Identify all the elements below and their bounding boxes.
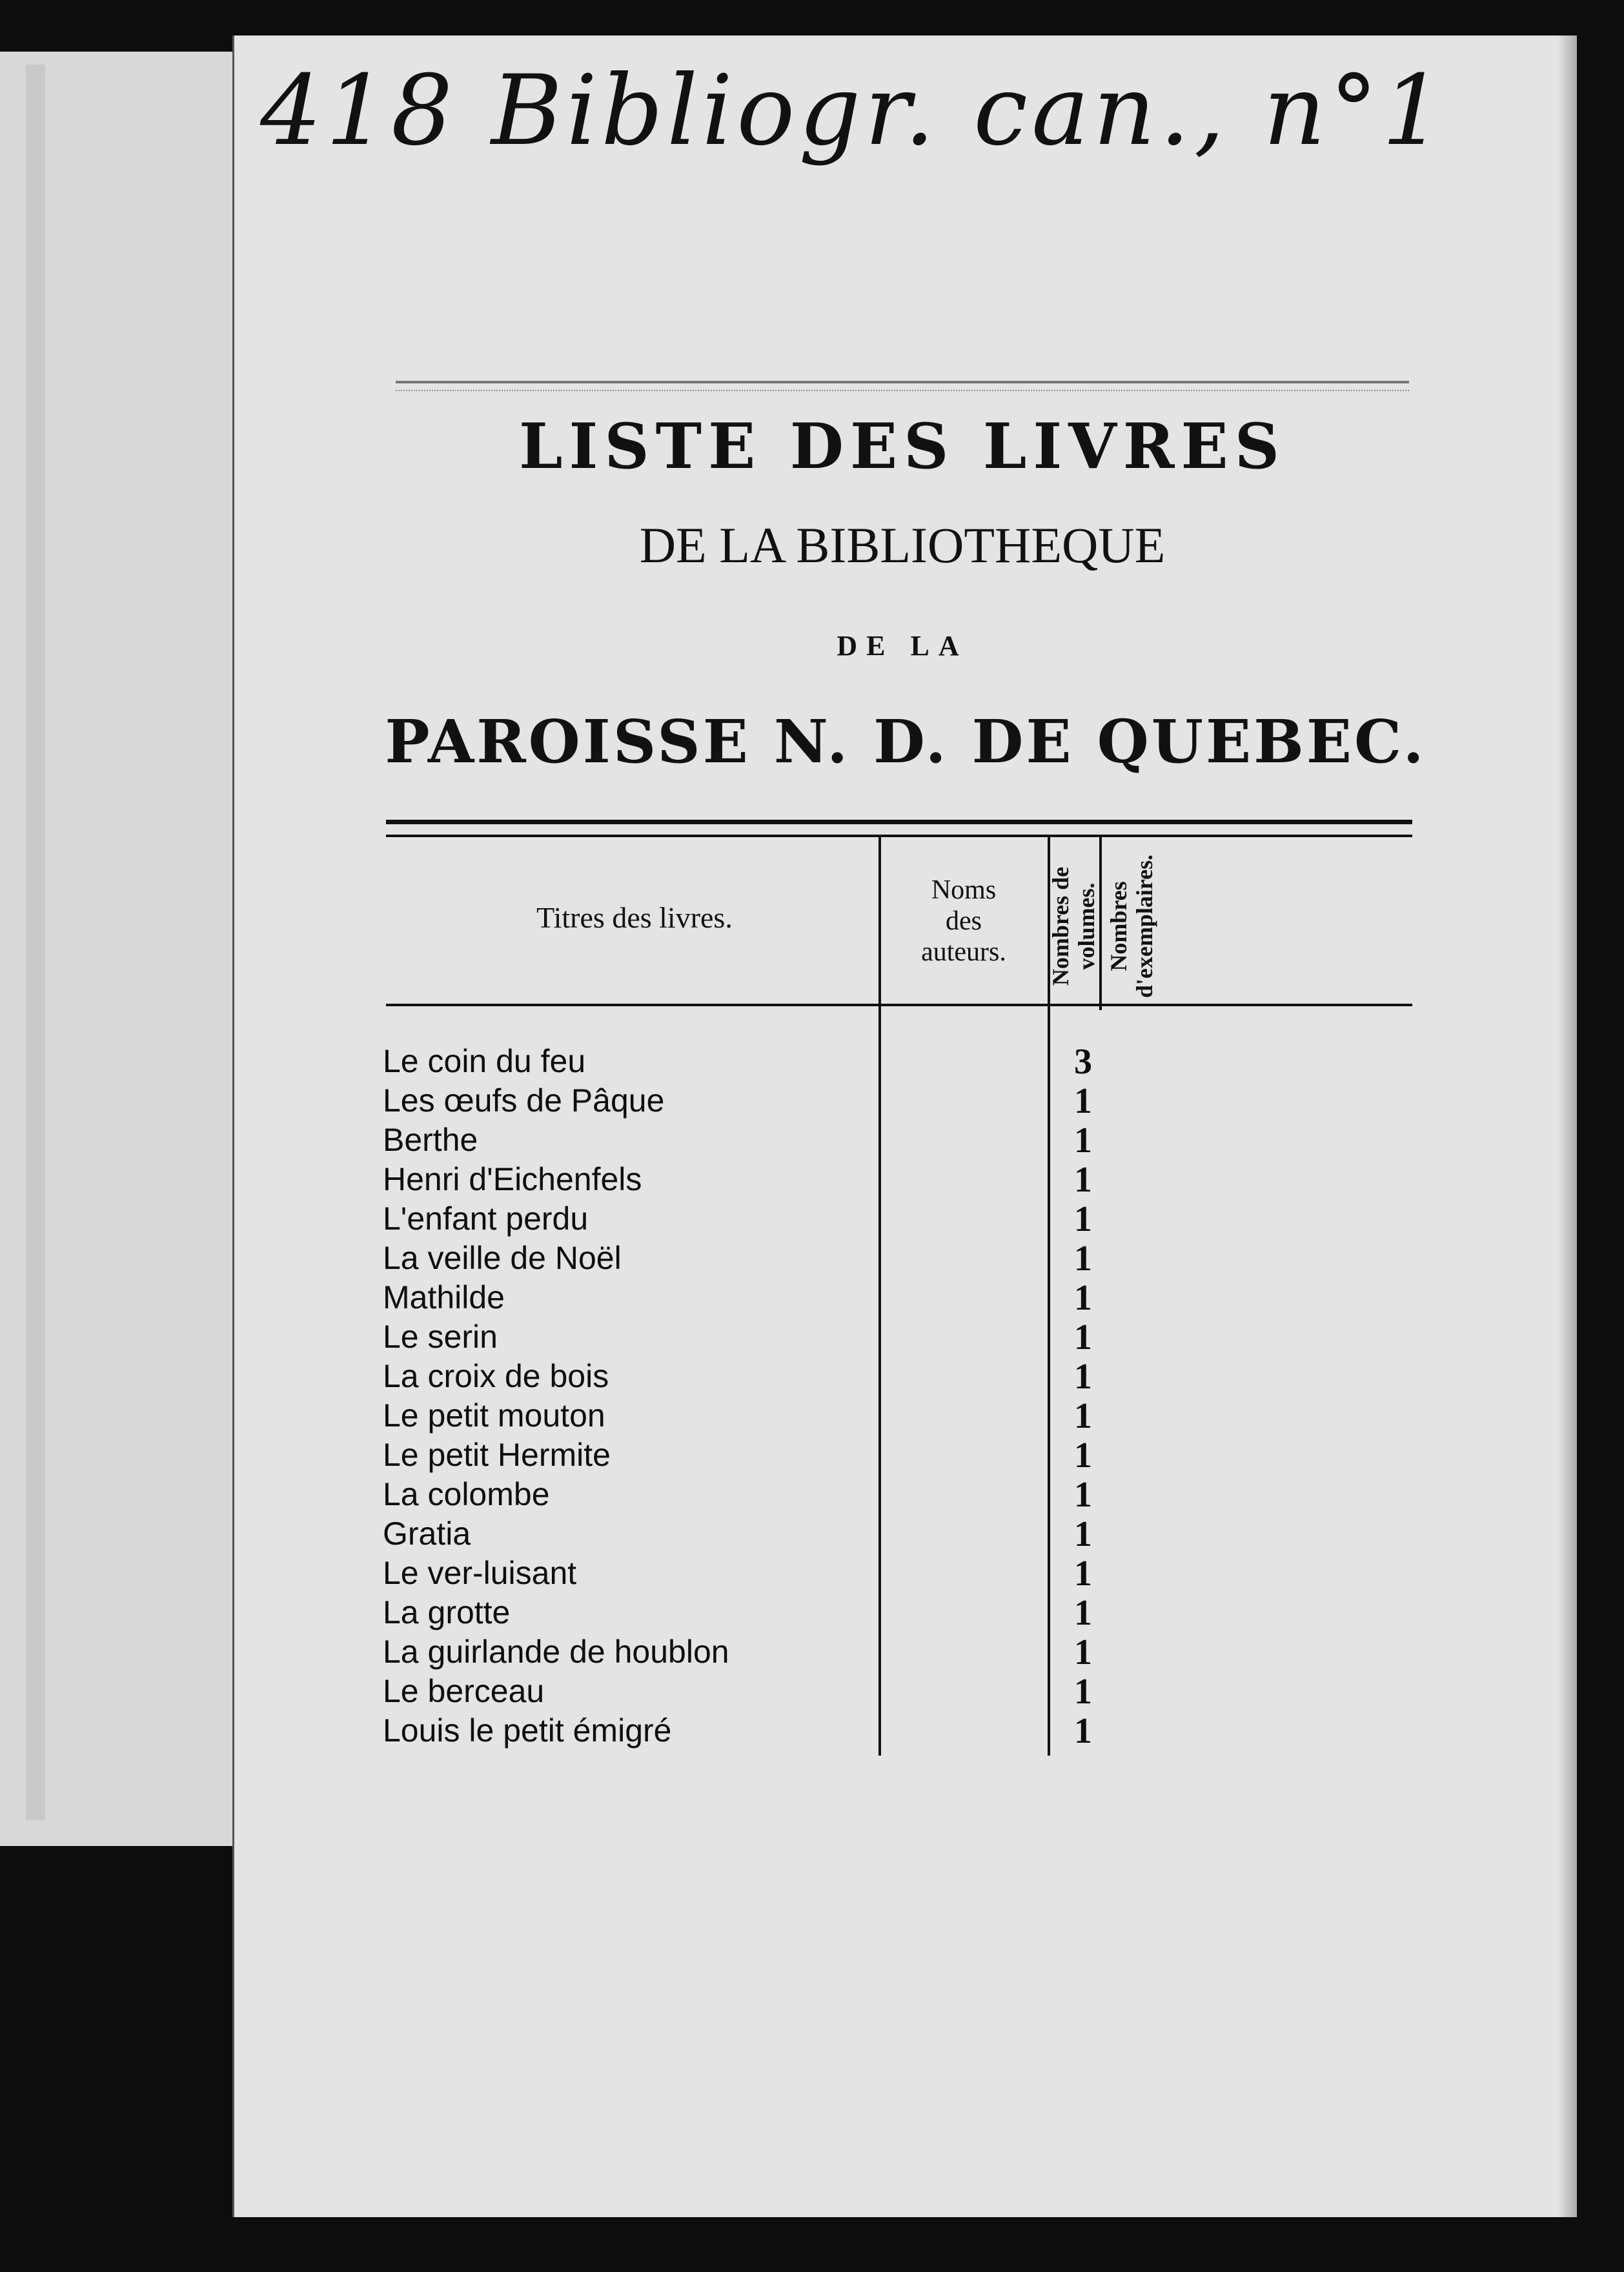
table-row bbox=[383, 1239, 1416, 1279]
heading-line-3: DE LA bbox=[837, 630, 968, 662]
table-header-rule bbox=[386, 1004, 1412, 1006]
document-page bbox=[232, 36, 1577, 2217]
column-header-volumes bbox=[1048, 842, 1099, 1010]
table-row bbox=[383, 1042, 1416, 1082]
book-title: L'enfant perdu bbox=[383, 1201, 589, 1237]
copies-header-line-2: d'exemplaires. bbox=[1132, 854, 1157, 999]
table-row bbox=[383, 1515, 1416, 1554]
facing-page bbox=[0, 52, 236, 1846]
volume-count: 1 bbox=[1074, 1317, 1092, 1357]
authors-header-line-1: Noms bbox=[931, 875, 997, 905]
table-row bbox=[383, 1397, 1416, 1436]
table-row bbox=[383, 1318, 1416, 1357]
volume-count: 1 bbox=[1074, 1514, 1092, 1554]
table-row bbox=[383, 1633, 1416, 1672]
volume-count: 1 bbox=[1074, 1396, 1092, 1436]
volumes-header-line-2: volumes. bbox=[1073, 882, 1099, 970]
page-edge-shadow bbox=[1558, 36, 1577, 2217]
volume-count: 1 bbox=[1074, 1239, 1092, 1279]
column-header-copies bbox=[1106, 842, 1157, 1010]
book-title: Le petit mouton bbox=[383, 1397, 605, 1434]
table-row bbox=[383, 1200, 1416, 1239]
volumes-header-line-1: Nombres de bbox=[1048, 866, 1073, 986]
volume-count: 3 bbox=[1074, 1042, 1092, 1082]
page-edge-strip bbox=[26, 65, 45, 1820]
handwritten-annotation: 418 Bibliogr. can., n°1 bbox=[260, 55, 1448, 167]
table-row bbox=[383, 1436, 1416, 1476]
book-list bbox=[383, 1042, 1416, 1751]
table-row bbox=[383, 1279, 1416, 1318]
authors-header-line-2: des bbox=[946, 906, 982, 936]
volume-count: 1 bbox=[1074, 1081, 1092, 1121]
authors-header-line-3: auteurs. bbox=[921, 937, 1006, 967]
volume-count: 1 bbox=[1074, 1160, 1092, 1200]
column-header-authors bbox=[880, 875, 1048, 968]
copies-header-line-1: Nombres bbox=[1106, 881, 1132, 971]
table-row bbox=[383, 1476, 1416, 1515]
table-row bbox=[383, 1712, 1416, 1751]
book-title: Le berceau bbox=[383, 1673, 545, 1709]
book-title: La veille de Noël bbox=[383, 1240, 622, 1276]
volume-count: 1 bbox=[1074, 1278, 1092, 1318]
book-title: Le serin bbox=[383, 1319, 498, 1355]
book-title: La colombe bbox=[383, 1476, 550, 1512]
volume-count: 1 bbox=[1074, 1632, 1092, 1672]
table-row bbox=[383, 1554, 1416, 1594]
heading-line-1: LISTE DES LIVRES bbox=[518, 410, 1286, 483]
volume-count: 1 bbox=[1074, 1357, 1092, 1397]
table-row bbox=[383, 1121, 1416, 1161]
volume-count: 1 bbox=[1074, 1593, 1092, 1633]
book-title: Le ver-luisant bbox=[383, 1555, 577, 1591]
book-title: Berthe bbox=[383, 1122, 478, 1158]
book-title: La grotte bbox=[383, 1594, 511, 1630]
volume-count: 1 bbox=[1074, 1435, 1092, 1476]
heading-line-2: DE LA BIBLIOTHEQUE bbox=[639, 517, 1166, 573]
table-top-rule bbox=[386, 820, 1412, 837]
book-title: Henri d'Eichenfels bbox=[383, 1161, 642, 1197]
table-row bbox=[383, 1594, 1416, 1633]
table-row bbox=[383, 1357, 1416, 1397]
column-divider-volumes bbox=[1099, 836, 1102, 1010]
book-title: La guirlande de houblon bbox=[383, 1634, 729, 1670]
heading-line-4: PAROISSE N. D. DE QUEBEC. bbox=[385, 707, 1426, 776]
volume-count: 1 bbox=[1074, 1711, 1092, 1751]
table-row bbox=[383, 1082, 1416, 1121]
volume-count: 1 bbox=[1074, 1672, 1092, 1712]
book-title: Les œufs de Pâque bbox=[383, 1082, 665, 1119]
volume-count: 1 bbox=[1074, 1475, 1092, 1515]
volume-count: 1 bbox=[1074, 1554, 1092, 1594]
top-rule bbox=[396, 381, 1409, 391]
column-header-titles: Titres des livres. bbox=[536, 901, 733, 934]
book-title: Le petit Hermite bbox=[383, 1437, 611, 1473]
table-row bbox=[383, 1672, 1416, 1712]
table-row bbox=[383, 1161, 1416, 1200]
book-title: Le coin du feu bbox=[383, 1043, 586, 1079]
volume-count: 1 bbox=[1074, 1199, 1092, 1239]
book-title: Louis le petit émigré bbox=[383, 1712, 672, 1749]
book-title: Mathilde bbox=[383, 1279, 505, 1315]
book-title: Gratia bbox=[383, 1516, 471, 1552]
book-title: La croix de bois bbox=[383, 1358, 609, 1394]
volume-count: 1 bbox=[1074, 1121, 1092, 1161]
